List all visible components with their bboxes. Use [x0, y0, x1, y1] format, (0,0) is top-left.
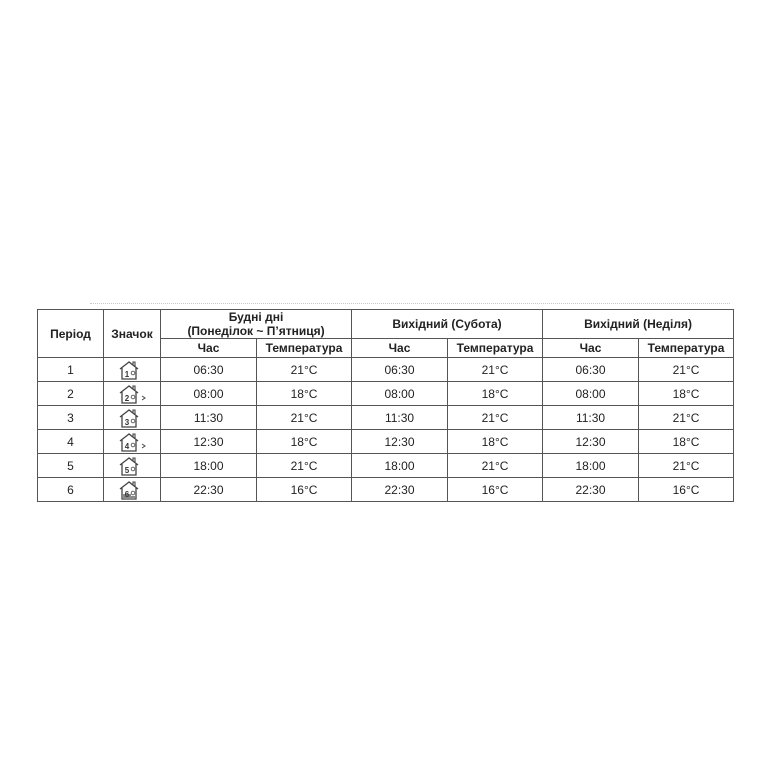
header-icon: Значок [104, 310, 161, 358]
temperature-cell: 21°C [448, 406, 543, 430]
header-weekdays [161, 310, 352, 339]
return-home-icon [117, 456, 147, 476]
temperature-cell: 18°C [639, 430, 734, 454]
time-cell: 12:30 [161, 430, 257, 454]
temperature-cell: 21°C [257, 406, 352, 430]
period-cell: 1 [38, 358, 104, 382]
header-weekdays-line2: (Понеділок ~ П’ятниця) [187, 324, 325, 338]
temperature-cell: 21°C [448, 454, 543, 478]
time-cell: 22:30 [161, 478, 257, 502]
subheader-time: Час [352, 339, 448, 358]
subheader-time: Час [543, 339, 639, 358]
time-cell: 08:00 [161, 382, 257, 406]
period-cell: 3 [38, 406, 104, 430]
table-row [38, 358, 734, 382]
time-cell: 11:30 [352, 406, 448, 430]
table-row [38, 406, 734, 430]
period-cell: 2 [38, 382, 104, 406]
temperature-cell: 18°C [257, 382, 352, 406]
time-cell: 18:00 [161, 454, 257, 478]
icon-cell [104, 454, 161, 478]
schedule-table [37, 309, 734, 502]
temperature-cell: 21°C [448, 358, 543, 382]
icon-cell [104, 478, 161, 502]
subheader-time: Час [161, 339, 257, 358]
temperature-cell: 18°C [639, 382, 734, 406]
time-cell: 11:30 [161, 406, 257, 430]
table-row [38, 382, 734, 406]
subheader-temperature: Температура [448, 339, 543, 358]
table-row [38, 430, 734, 454]
time-cell: 06:30 [352, 358, 448, 382]
temperature-cell: 16°C [257, 478, 352, 502]
leave-home-icon [117, 384, 147, 404]
period-cell: 4 [38, 430, 104, 454]
icon-cell [104, 430, 161, 454]
svg-text:6: 6 [124, 489, 130, 499]
temperature-cell: 18°C [448, 382, 543, 406]
temperature-cell: 16°C [639, 478, 734, 502]
time-cell: 06:30 [161, 358, 257, 382]
time-cell: 18:00 [352, 454, 448, 478]
temperature-cell: 21°C [257, 358, 352, 382]
svg-text:2: 2 [124, 393, 130, 403]
period-cell: 6 [38, 478, 104, 502]
time-cell: 08:00 [352, 382, 448, 406]
header-weekdays-line1: Будні дні [228, 310, 284, 324]
return-home-icon [117, 408, 147, 428]
table-row [38, 478, 734, 502]
scan-artifact-line [90, 303, 730, 304]
time-cell: 08:00 [543, 382, 639, 406]
header-sunday: Вихідний (Неділя) [543, 310, 734, 339]
sleep-icon [117, 480, 147, 500]
svg-text:1: 1 [124, 369, 130, 379]
period-cell: 5 [38, 454, 104, 478]
svg-text:5: 5 [124, 465, 130, 475]
svg-text:3: 3 [124, 417, 130, 427]
time-cell: 11:30 [543, 406, 639, 430]
temperature-cell: 18°C [448, 430, 543, 454]
temperature-cell: 21°C [639, 406, 734, 430]
temperature-cell: 21°C [639, 454, 734, 478]
time-cell: 22:30 [543, 478, 639, 502]
time-cell: 18:00 [543, 454, 639, 478]
header-period: Період [38, 310, 104, 358]
time-cell: 12:30 [543, 430, 639, 454]
header-saturday: Вихідний (Субота) [352, 310, 543, 339]
icon-cell [104, 358, 161, 382]
schedule-rows [38, 358, 734, 502]
icon-cell [104, 382, 161, 406]
icon-cell [104, 406, 161, 430]
temperature-cell: 21°C [257, 454, 352, 478]
temperature-cell: 16°C [448, 478, 543, 502]
leave-home-icon [117, 432, 147, 452]
subheader-temperature: Температура [257, 339, 352, 358]
temperature-cell: 18°C [257, 430, 352, 454]
time-cell: 06:30 [543, 358, 639, 382]
wake-up-icon [117, 360, 147, 380]
time-cell: 22:30 [352, 478, 448, 502]
temperature-cell: 21°C [639, 358, 734, 382]
time-cell: 12:30 [352, 430, 448, 454]
table-row [38, 454, 734, 478]
svg-text:4: 4 [124, 441, 130, 451]
subheader-temperature: Температура [639, 339, 734, 358]
